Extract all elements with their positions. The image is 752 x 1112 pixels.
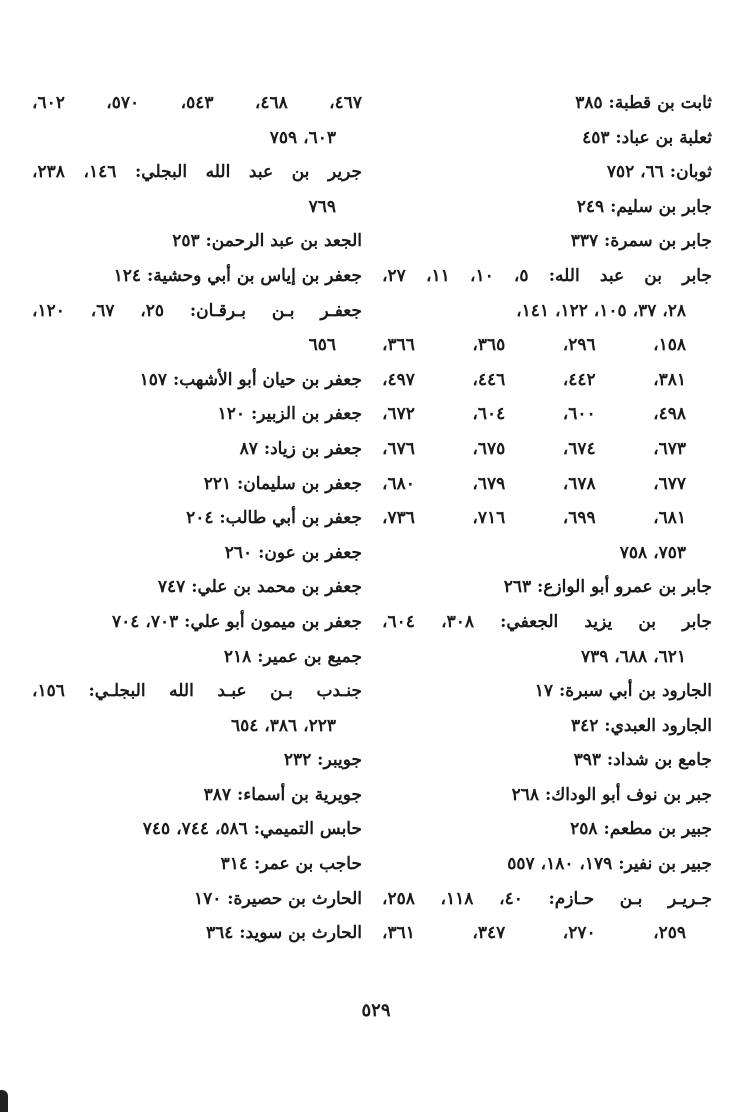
page-number: ٥٢٩: [361, 1000, 391, 1021]
index-entry: الجعد بن عبد الرحمن: ٢٥٣: [172, 231, 362, 252]
index-entry-continuation: ٢٨، ٣٧، ١٠٥، ١٢٢، ١٤١،: [516, 300, 686, 321]
index-entry: جويرية بن أسماء: ٣٨٧: [203, 784, 362, 805]
index-entry: حابس التميمي: ٥٨٦، ٧٤٤، ٧٤٥: [142, 819, 362, 840]
index-entry: جعفر بن الزبير: ١٢٠: [217, 404, 362, 425]
index-entry: جبير بن مطعم: ٢٥٨: [570, 819, 712, 840]
index-entry-continuation: ٤٩٨، ٦٠٠، ٦٠٤، ٦٧٢،: [382, 404, 687, 425]
index-entry: جابر بن سليم: ٢٤٩: [576, 196, 712, 217]
index-entry-continuation: ٦٨١، ٦٩٩، ٧١٦، ٧٣٦،: [382, 508, 687, 529]
index-entry: الجارود العبدي: ٣٤٢: [570, 715, 712, 736]
index-entry: جعفر بن عون: ٢٦٠: [224, 542, 362, 563]
index-entry: جعفر بن ميمون أبو علي: ٧٠٣، ٧٠٤: [112, 611, 362, 632]
index-entry-continuation: ٦٧٣، ٦٧٤، ٦٧٥، ٦٧٦،: [382, 438, 687, 459]
index-entry-continuation: ٦٠٣، ٧٥٩: [269, 127, 336, 148]
index-entry: ثعلبة بن عباد: ٤٥٣: [582, 127, 712, 148]
index-entry: جابر بن عبد الله: ٥، ١٠، ١١، ٢٧،: [382, 265, 712, 286]
index-entry: جميع بن عمير: ٢١٨: [223, 646, 362, 667]
index-entry: ٤٦٧، ٤٦٨، ٥٤٣، ٥٧٠، ٦٠٢،: [32, 93, 362, 113]
index-entry: جنـدب بـن عبـد الله البجلـي: ١٥٦،: [32, 681, 362, 702]
index-entry: حاجب بن عمر: ٣١٤: [220, 854, 362, 875]
index-entry: جعفر بن أبي طالب: ٢٠٤: [186, 508, 362, 529]
index-entry-continuation: ٢٢٣، ٣٨٦، ٦٥٤: [230, 715, 336, 736]
index-entry: ثابت بن قطبة: ٣٨٥: [575, 93, 712, 113]
index-entry: جامع بن شداد: ٣٩٣: [573, 750, 712, 771]
right-column: [382, 86, 712, 951]
index-entry: جرير بن عبد الله البجلي: ١٤٦، ٢٣٨،: [32, 162, 362, 183]
index-entry: جبر بن نوف أبو الوداك: ٢٦٨: [511, 784, 712, 805]
index-entry-continuation: ٧٦٩: [308, 196, 336, 217]
index-entry: جويبر: ٢٣٢: [283, 750, 362, 771]
index-entry-continuation: ١٥٨، ٢٩٦، ٣٦٥، ٣٦٦،: [382, 335, 687, 356]
index-entry: جعفر بن سليمان: ٢٢١: [203, 473, 362, 494]
index-entry: جابر بن يزيد الجعفي: ٣٠٨، ٦٠٤،: [382, 611, 712, 632]
index-entry-continuation: ٦٧٧، ٦٧٨، ٦٧٩، ٦٨٠،: [382, 473, 687, 494]
index-entry: جعفر بن زياد: ٨٧: [239, 438, 362, 459]
index-entry: الحارث بن سويد: ٣٦٤: [205, 923, 362, 944]
index-entry: جبير بن نفير: ١٧٩، ١٨٠، ٥٥٧: [507, 854, 712, 875]
scan-edge-mark: [0, 1090, 8, 1112]
index-entry: جابر بن عمرو أبو الوازع: ٢٦٣: [503, 577, 712, 598]
index-entry: جعفر بن إياس بن أبي وحشية: ١٢٤: [113, 265, 362, 286]
index-entry: جعفر بن حيان أبو الأشهب: ١٥٧: [139, 369, 362, 390]
index-entry: جعفـر بـن بـرقـان: ٢٥، ٦٧، ١٢٠،: [32, 300, 362, 321]
index-entry: جـريـر بـن حـازم: ٤٠، ١١٨، ٢٥٨،: [382, 888, 712, 909]
index-entry: ثوبان: ٦٦، ٧٥٢: [606, 162, 712, 183]
index-entry: جعفر بن محمد بن علي: ٧٤٧: [157, 577, 362, 598]
index-entry-continuation: ٧٥٣، ٧٥٨: [619, 542, 686, 563]
index-entry-continuation: ٣٨١، ٤٤٢، ٤٤٦، ٤٩٧،: [382, 369, 687, 390]
left-column: [32, 86, 362, 951]
index-entry: جابر بن سمرة: ٣٣٧: [570, 231, 712, 252]
index-entry-continuation: ٦٢١، ٦٨٨، ٧٣٩: [580, 646, 686, 667]
index-entry-continuation: ٦٥٦: [308, 335, 336, 356]
index-entry: الحارث بن حصيرة: ١٧٠: [193, 888, 362, 909]
index-entry-continuation: ٢٥٩، ٢٧٠، ٣٤٧، ٣٦١،: [382, 923, 687, 944]
index-entry: الجارود بن أبي سبرة: ١٧: [534, 681, 712, 702]
